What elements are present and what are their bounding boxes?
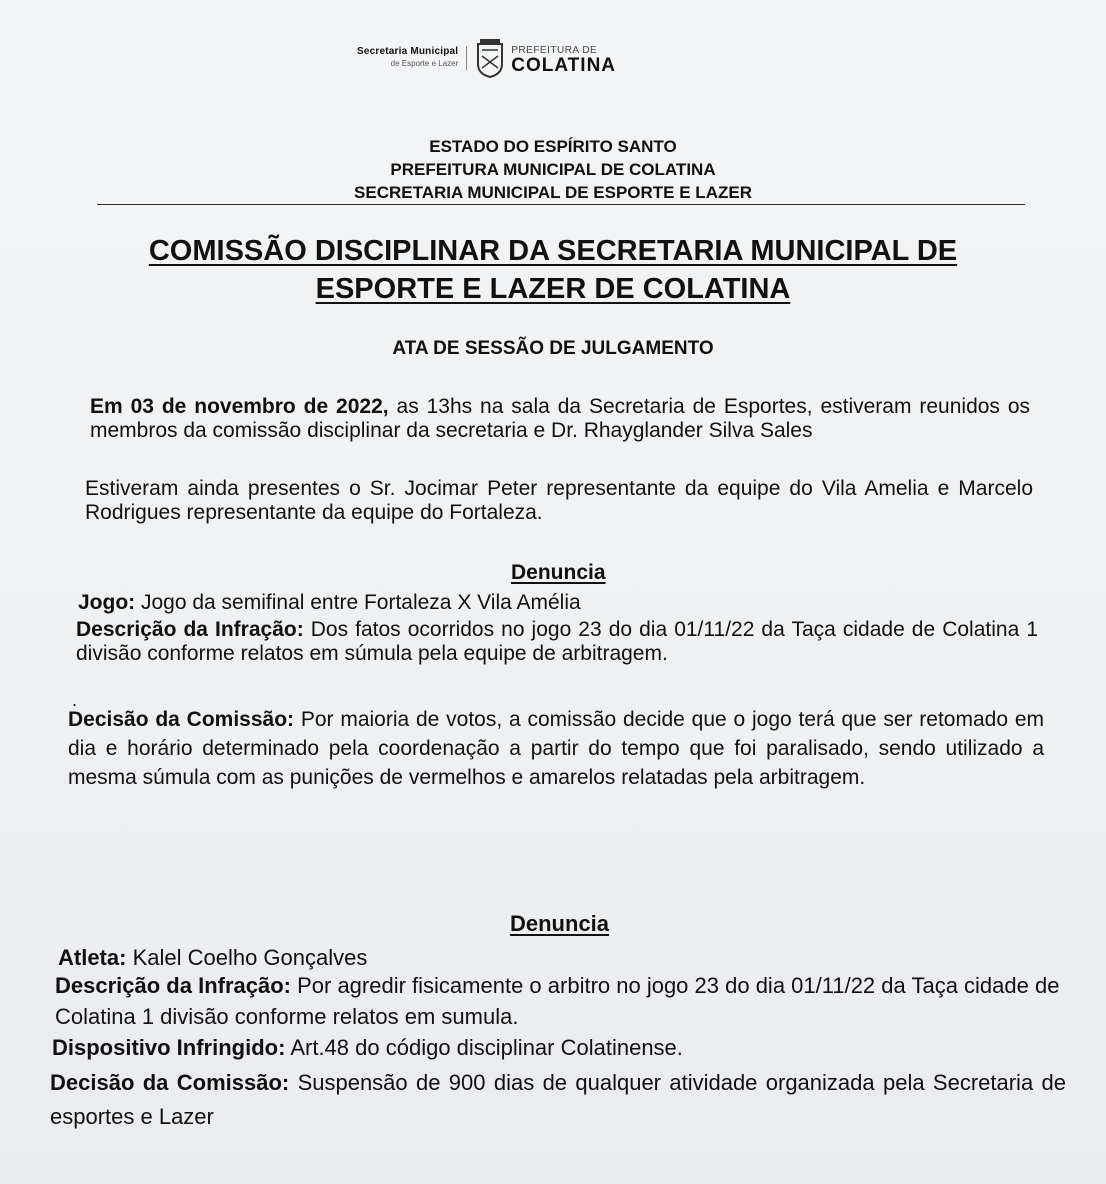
logo-secretaria-line1: Secretaria Municipal (357, 46, 459, 57)
denuncia2-atleta (58, 946, 1048, 970)
denuncia1-descricao (76, 618, 1038, 666)
intro-attendees: Estiveram ainda presentes o Sr. Jocimar Peter representante da equipe do Vila Amelia e Marcelo Rodrigues representante da equipe do Fortaleza. (85, 477, 1033, 524)
atleta-label: Atleta: (58, 945, 127, 970)
header-divider (97, 204, 1025, 205)
logo-secretaria (357, 46, 467, 70)
denuncia2-descricao (55, 970, 1065, 1032)
decisao2-value: Suspensão de 900 dias de qualquer atividade organizada pela Secretaria de esportes e Lazer (50, 1070, 1066, 1129)
denuncia2-decisao (50, 1066, 1066, 1134)
denuncia1-heading: Denuncia (511, 561, 606, 584)
title-line1: COMISSÃO DISCIPLINAR DA SECRETARIA MUNICIPAL DE (148, 235, 958, 267)
header-logo (357, 36, 616, 80)
denuncia1-jogo (78, 591, 1038, 615)
header-prefeitura: PREFEITURA MUNICIPAL DE COLATINA (390, 160, 716, 179)
intro-text: as 13hs na sala da Secretaria de Esportes, estiveram reunidos os membros da comissão disciplinar da secretaria e Dr. Rhayglander Silva Sales (90, 395, 1031, 442)
denuncia2-heading: Denuncia (510, 911, 610, 936)
decisao-value: Por maioria de votos, a comissão decide que o jogo terá que ser retomado em dia e horário determinado pela coordenação a partir do tempo que foi paralisado, sendo utilizado a mesma súmula com as punições de vermelhos e amarelos relatadas pela arbitragem. (68, 708, 1044, 789)
title-line2: ESPORTE E LAZER DE COLATINA (315, 273, 791, 305)
decisao2-label: Decisão da Comissão: (50, 1070, 290, 1095)
colatina-crest-icon (475, 38, 505, 78)
dispositivo-label: Dispositivo Infringido: (52, 1035, 286, 1060)
jogo-label: Jogo: (78, 591, 136, 614)
page-title (0, 232, 1106, 308)
descricao2-value: Por agredir fisicamente o arbitro no jogo 23 do dia 01/11/22 da Taça cidade de Colatina 1 divisão conforme relatos em sumula. (55, 973, 1060, 1029)
header-secretaria: SECRETARIA MUNICIPAL DE ESPORTE E LAZER (354, 183, 752, 202)
stray-dot: . (72, 690, 78, 710)
logo-prefeitura (511, 43, 617, 76)
logo-prefeitura-line1: PREFEITURA DE (511, 45, 598, 56)
document-subtitle: ATA DE SESSÃO DE JULGAMENTO (392, 338, 714, 359)
decisao-label: Decisão da Comissão: (68, 708, 295, 731)
denuncia2-dispositivo (52, 1036, 1062, 1060)
dispositivo-value: Art.48 do código disciplinar Colatinense. (285, 1035, 683, 1060)
descricao-value: Dos fatos ocorridos no jogo 23 do dia 01/11/22 da Taça cidade de Colatina 1 divisão conforme relatos em súmula pela equipe de arbitragem. (76, 618, 1038, 665)
descricao-label: Descrição da Infração: (76, 618, 304, 641)
logo-secretaria-line2: de Esporte e Lazer (390, 59, 459, 68)
intro-paragraph (90, 395, 1030, 443)
logo-prefeitura-line2: COLATINA (511, 55, 617, 76)
descricao2-label: Descrição da Infração: (55, 973, 291, 998)
denuncia1-decisao (68, 705, 1044, 792)
atleta-value: Kalel Coelho Gonçalves (126, 945, 368, 970)
header-state: ESTADO DO ESPÍRITO SANTO (429, 137, 677, 156)
jogo-value: Jogo da semifinal entre Fortaleza X Vila Amélia (135, 591, 581, 614)
intro-date: Em 03 de novembro de 2022, (90, 395, 389, 418)
